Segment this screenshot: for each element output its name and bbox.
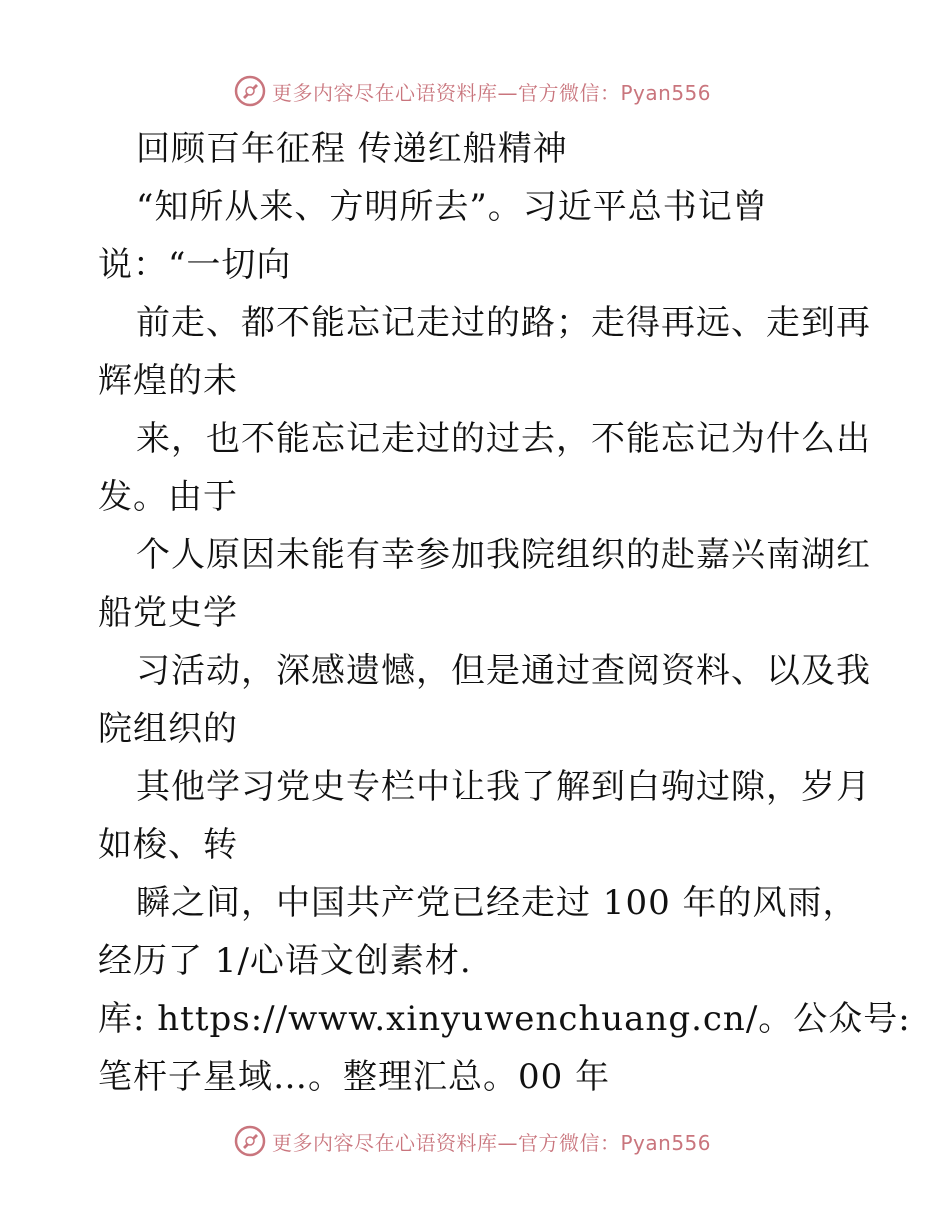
- text-line: 瞬之间，中国共产党已经走过 100 年的风雨，: [136, 883, 858, 923]
- text-line: 习活动，深感遗憾，但是通过查阅资料、以及我: [136, 651, 871, 691]
- text-line: 发。由于: [98, 477, 238, 517]
- seal-logo-icon: [234, 75, 266, 107]
- header-watermark: [234, 74, 711, 108]
- text-line: 笔杆子星域…。整理汇总。00 年: [98, 1057, 611, 1097]
- text-line: 来，也不能忘记走过的过去，不能忘记为什么出: [136, 419, 871, 459]
- text-line: 前走、都不能忘记走过的路；走得再远、走到再: [136, 303, 871, 343]
- text-line: 经历了 1/心语文创素材.: [98, 941, 472, 981]
- text-line: 辉煌的未: [98, 361, 238, 401]
- text-line: 院组织的: [98, 709, 238, 749]
- text-line: 说：“一切向: [98, 245, 292, 285]
- text-line: 库: https://www.xinyuwenchuang.cn/。公众号:: [98, 999, 911, 1039]
- watermark-text: 更多内容尽在心语资料库—官方微信：Pyan556: [272, 1130, 712, 1155]
- text-line: “知所从来、方明所去”。习近平总书记曾: [136, 187, 768, 227]
- seal-logo-icon: [234, 1125, 266, 1157]
- text-line: 如梭、转: [98, 825, 238, 865]
- text-line: 个人原因未能有幸参加我院组织的赴嘉兴南湖红: [136, 535, 871, 575]
- text-line: 船党史学: [98, 593, 238, 633]
- document-title: 回顾百年征程 传递红船精神: [136, 129, 568, 169]
- footer-watermark: [234, 1124, 711, 1158]
- text-line: 其他学习党史专栏中让我了解到白驹过隙，岁月: [136, 767, 871, 807]
- watermark-text: 更多内容尽在心语资料库—官方微信：Pyan556: [272, 80, 712, 105]
